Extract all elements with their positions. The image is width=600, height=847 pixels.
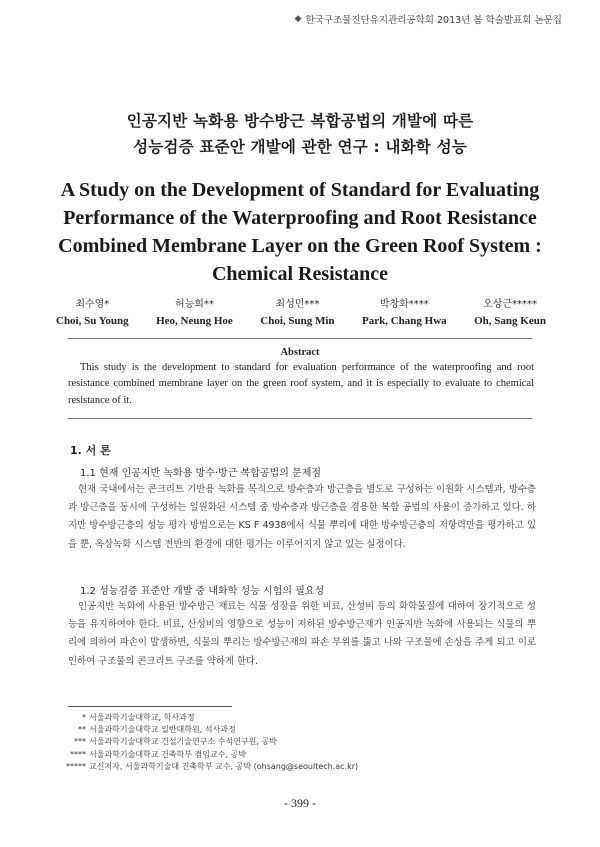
footnote: [60, 712, 358, 724]
author-name-english: Choi, Sung Min: [260, 315, 335, 327]
abstract-heading: Abstract: [280, 347, 320, 358]
author-name-korean: 최성민***: [275, 299, 320, 310]
author: [260, 297, 334, 329]
footnote-text: 서울과학기술대학교 일반대학원, 석사과정: [89, 725, 236, 735]
footnotes: [60, 712, 358, 773]
author-name-korean: 박창화****: [379, 299, 429, 310]
english-title-line-2: Performance of the Waterproofing and Root Resistance: [63, 207, 537, 229]
running-head: [295, 12, 562, 26]
korean-title-line-2: 성능검증 표준안 개발에 관한 연구 : 내화학 성능: [133, 138, 467, 156]
footnote: [60, 724, 358, 736]
author-name-english: Oh, Sang Keun: [474, 315, 546, 327]
running-head-text: 한국구조물진단유지관리공학회 2013년 봄 학술발표회 논문집: [305, 15, 562, 26]
abstract-text: This study is the development to standard for evaluation performance of the waterproofing and root resistance combined membrane layer on the green roof system, and it is especially to evaluate to chemical resistance of it.: [68, 362, 534, 406]
author-name-english: Choi, Su Young: [56, 315, 129, 327]
subsection-text-1-1: 현재 국내에서는 콘크리트 기반용 녹화를 목적으로 방수층과 방근층을 별도로 구성하는 이원화 시스템과, 방수층과 방근층을 동시에 구성하는 일원화된 시스템 중 방수층과 방근층을 겸용한 복합 공법의 사용이 증가하고 있다. 하지만 방수방근층의 성능 평가 방법으로는 KS F 4938에서 식물 뿌리에 대한 방수방근층의 저항력만을 평가하고 있을 뿐, 옥상녹화 시스템 전반의 환경에 대한 평가는 이루어지지 않고 있는 실정이다.: [68, 484, 536, 550]
footnote-mark: ****: [70, 749, 86, 759]
author: [156, 297, 233, 329]
footnote: [60, 761, 358, 773]
footnote-mark: *****: [66, 761, 86, 771]
abstract-top-rule: [68, 338, 532, 339]
author-name-korean: 오상근*****: [483, 299, 538, 310]
footnote: [60, 749, 358, 761]
section-heading-introduction: 1. 서 론: [70, 444, 111, 457]
footnote-rule: [68, 706, 232, 707]
diamond-bullet-icon: ◆: [294, 14, 302, 24]
author-name-korean: 최수영*: [75, 299, 110, 310]
footnote-mark: ***: [74, 737, 86, 747]
footnote-mark: **: [78, 725, 86, 735]
english-title: [40, 176, 560, 288]
english-title-line-1: A Study on the Development of Standard for Evaluating: [60, 179, 540, 201]
subsection-heading-1-1: 1.1 현재 인공지반 녹화용 방수·방근 복합공법의 문제점: [80, 468, 322, 479]
page-number: - 399 -: [284, 796, 316, 810]
author: [56, 297, 129, 329]
korean-title-line-1: 인공지반 녹화용 방수방근 복합공법의 개발에 따른: [126, 112, 474, 130]
author-name-english: Heo, Neung Hoe: [156, 315, 233, 327]
footnote-text: 서울과학기술대학교 건축학부 겸임교수, 공박: [89, 749, 247, 759]
footnote-text: 서울과학기술대학교 건설기술연구소 수석연구원, 공박: [89, 737, 277, 747]
footnote: [60, 736, 358, 748]
english-title-line-3: Combined Membrane Layer on the Green Roof System :: [58, 235, 542, 257]
footnote-text: 교신저자, 서울과학기술대 건축학부 교수, 공박 (ohsang@seoultech.ac.kr): [89, 761, 359, 771]
author: [474, 297, 546, 329]
author: [362, 297, 447, 329]
author-name-english: Park, Chang Hwa: [362, 315, 447, 327]
footnote-mark: *: [82, 713, 86, 722]
author-list: [56, 297, 546, 329]
footnote-text: 서울과학기술대학교, 학사과정: [89, 713, 195, 722]
abstract-bottom-rule: [68, 418, 532, 419]
korean-title: [40, 108, 560, 160]
english-title-line-4: Chemical Resistance: [211, 263, 389, 285]
author-name-korean: 허능회**: [174, 299, 214, 310]
subsection-text-1-2: 인공지반 녹화에 사용된 방수방근 재료는 식물 성장을 위한 비료, 산성비 등의 화학물질에 대하여 장기적으로 성능을 유지하여야 한다. 비료, 산성비의 영향으로 성능이 저하된 방수방근재가 인공지반 녹화에 사용되는 식물의 뿌리에 의하여 파손이 발생하면, 식물의 뿌리는 방수방근재의 파손 부위를 뚫고 나와 구조물에 손상을 주게 되고 이로 인하여 구조물의 콘크리트 구조를 약하게 한다.: [68, 601, 536, 667]
subsection-heading-1-2: 1.2 성능검증 표준안 개발 중 내화학 성능 시험의 필요성: [80, 586, 325, 597]
